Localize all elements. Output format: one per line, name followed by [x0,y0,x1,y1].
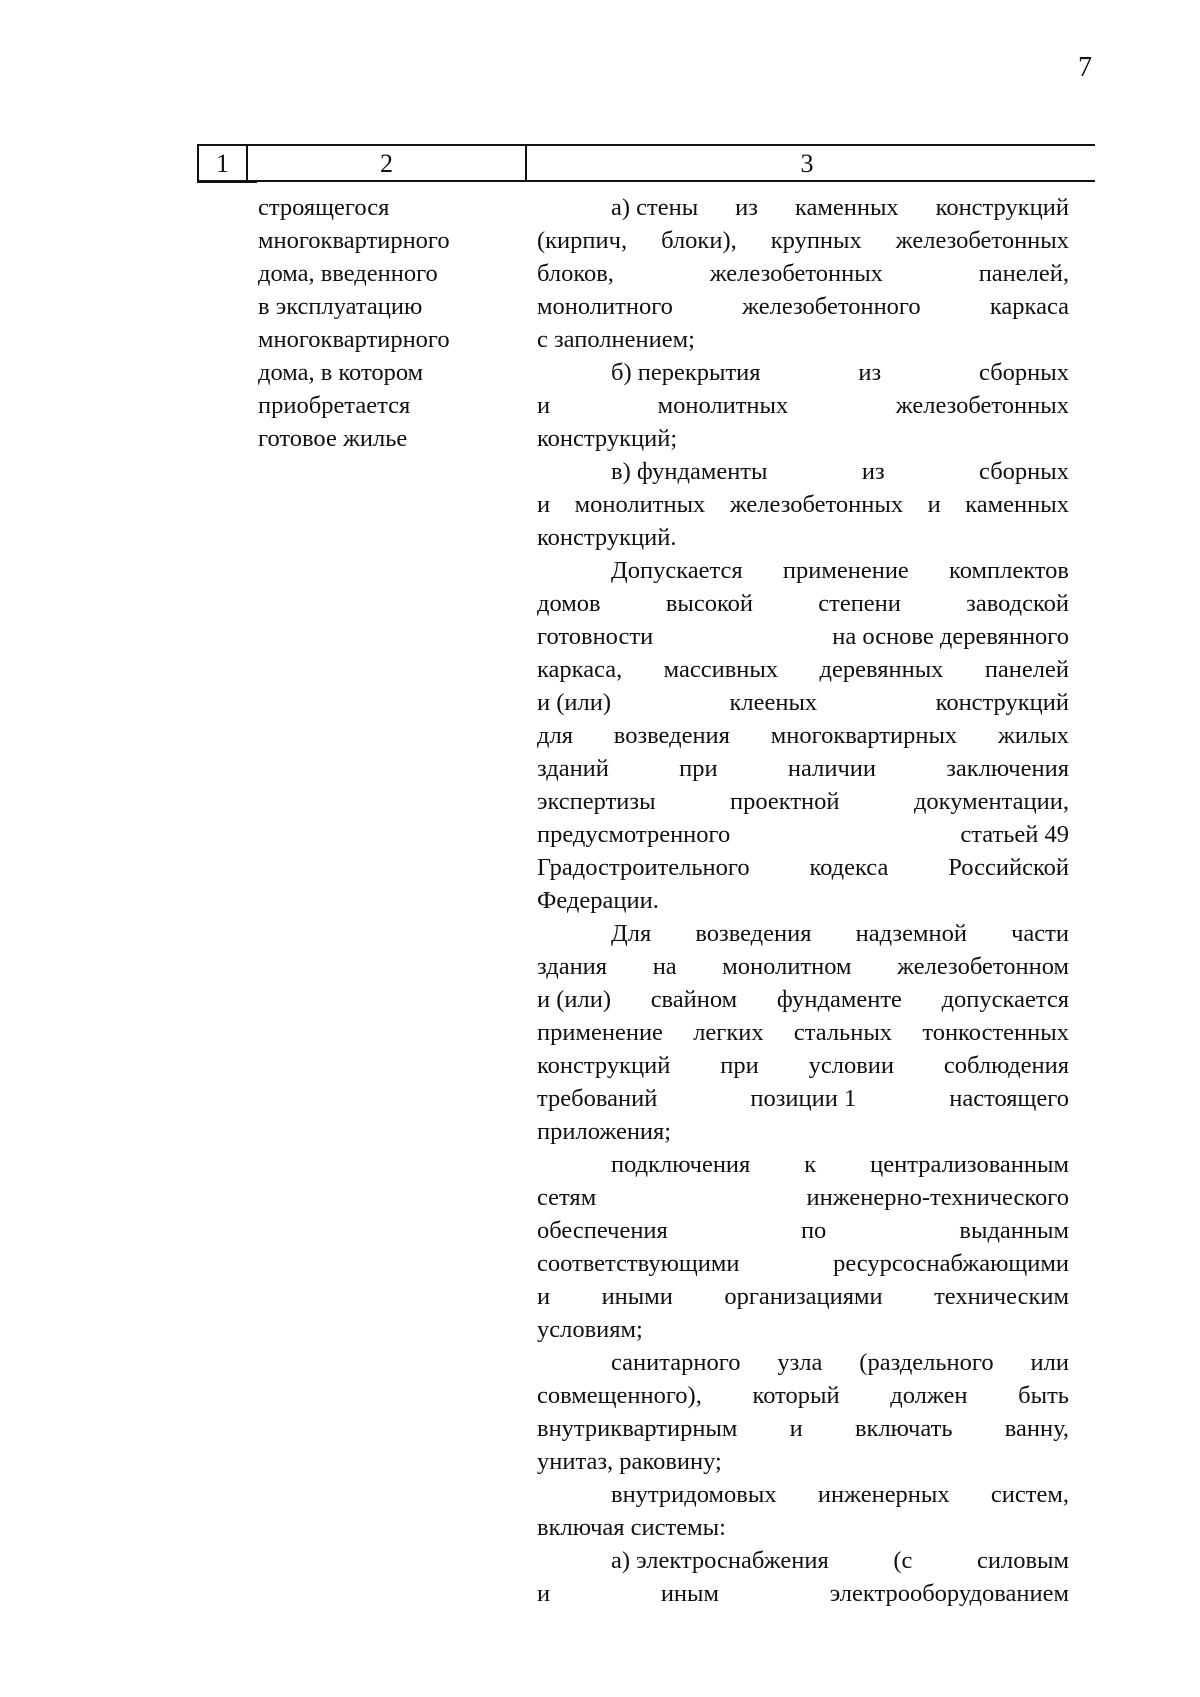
column-2-line: готовое жилье [258,425,408,452]
word: применение [782,557,909,584]
column-3-line [537,224,1069,257]
word: быть [1018,1382,1069,1409]
word: железобетонных [895,392,1069,419]
word: надземной [855,920,967,947]
column-3-paragraph [537,1148,1069,1346]
word: каменных [965,491,1069,518]
word: Федерации. [537,887,659,914]
word: части [1011,920,1069,947]
column-3-line [537,1049,1069,1082]
word: Для [611,920,652,947]
word: железобетонном [897,953,1069,980]
column-2-line: многоквартирного [258,227,450,254]
word: по [800,1217,827,1244]
column-3-paragraph [537,455,1069,554]
column-3-line [537,653,1069,686]
word: и (или) [537,986,612,1013]
word: документации, [913,788,1069,815]
word: при [720,1052,759,1079]
word: ванну, [1004,1415,1069,1442]
word: и [537,392,551,419]
word: из [858,359,882,386]
header-cell-2: 2 [380,149,393,178]
word: при [679,755,718,782]
column-3-paragraph [537,1478,1069,1544]
word: тонкостенных [922,1019,1069,1046]
word: конструкций. [537,524,677,551]
column-2-line: дома, введенного [258,260,438,287]
column-3-line [537,950,1069,983]
word: или [1030,1349,1069,1376]
word: панелей [984,656,1069,683]
column-3-line [537,323,1069,356]
column-3-line [537,257,1069,290]
word: заключения [946,755,1069,782]
word: монолитных [574,491,706,518]
word: каркаса [989,293,1069,320]
word: иным [660,1580,719,1607]
word: конструкций; [537,425,678,452]
word: из [735,194,758,221]
word: сборных [979,359,1069,386]
word: железобетонных [709,260,883,287]
column-3-line [537,1412,1069,1445]
word: каркаса, [537,656,623,683]
word: внутридомовых [611,1481,777,1508]
word: условиям; [537,1316,643,1343]
word: на основе деревянного [832,623,1069,650]
word: Допускается [611,557,743,584]
column-2-line: строящегося [258,194,390,221]
column-3-line [537,389,1069,422]
column-2-line: приобретается [258,392,411,419]
word: иными [601,1283,673,1310]
column-3-line [537,983,1069,1016]
word: монолитном [722,953,852,980]
column-2-text [258,191,498,455]
word: сетям [537,1184,597,1211]
column-3-paragraph [537,1544,1069,1610]
word: унитаз, раковину; [537,1448,722,1475]
column-3-line [537,884,1069,917]
column-3-line [537,455,1069,488]
column-3-line [537,1181,1069,1214]
word: ресурсоснабжающими [833,1250,1069,1277]
word: готовности [537,623,654,650]
word: б) перекрытия [611,359,761,386]
column-3-paragraph [537,356,1069,455]
word: из [861,458,885,485]
word: клееных [729,689,818,716]
word: монолитного [537,293,673,320]
word: и [537,1283,551,1310]
word: возведения [695,920,812,947]
word: требований [537,1085,658,1112]
word: блоки), [661,227,737,254]
word: (раздельного [859,1349,994,1376]
word: силовым [976,1547,1069,1574]
word: электрооборудованием [829,1580,1069,1607]
column-3-line [537,1148,1069,1181]
word: инженерно-технического [806,1184,1069,1211]
word: и (или) [537,689,612,716]
word: фундаменте [776,986,902,1013]
word: обеспечения [537,1217,668,1244]
word: организациями [724,1283,883,1310]
word: степени [818,590,901,617]
column-3-line [537,587,1069,620]
column-3-line [537,1280,1069,1313]
word: домов [537,590,601,617]
word: блоков, [537,260,614,287]
word: наличии [787,755,876,782]
column-3-line [537,752,1069,785]
column-3-line [537,191,1069,224]
column-3-line [537,1247,1069,1280]
word: железобетонного [742,293,921,320]
word: узла [777,1349,823,1376]
header-cell-1: 1 [216,149,229,178]
word: свайном [650,986,738,1013]
column-3-line [537,356,1069,389]
word: и [537,491,551,518]
word: железобетонных [729,491,904,518]
header-cell-3: 3 [800,149,814,178]
word: комплектов [949,557,1069,584]
word: настоящего [949,1085,1069,1112]
word: (с [893,1547,913,1574]
column-3-line [537,1544,1069,1577]
column-3-line [537,554,1069,587]
word: возведения [613,722,730,749]
word: систем, [990,1481,1069,1508]
word: конструкций [935,194,1069,221]
word: который [752,1382,840,1409]
word: панелей, [978,260,1069,287]
column-3-paragraph [537,191,1069,356]
word: к [804,1151,817,1178]
column-3-line [537,1577,1069,1610]
word: соблюдения [943,1052,1069,1079]
word: включая системы: [537,1514,726,1541]
word: соответствующими [537,1250,740,1277]
column-3-paragraph [537,1346,1069,1478]
word: проектной [729,788,840,815]
column-2-line: многоквартирного [258,326,450,353]
word: централизованным [870,1151,1069,1178]
column-3-line [537,1445,1069,1478]
word: Российской [948,854,1069,881]
word: (кирпич, [537,227,628,254]
column-3-line [537,1379,1069,1412]
column-3-line [537,851,1069,884]
word: конструкций [537,1052,671,1079]
column-3-line [537,719,1069,752]
word: стальных [793,1019,893,1046]
word: техническим [934,1283,1069,1310]
word: Градостроительного [537,854,750,881]
word: и [789,1415,803,1442]
word: и [927,491,941,518]
column-3-line [537,785,1069,818]
word: условии [808,1052,894,1079]
word: кодекса [809,854,889,881]
column-3-line [537,1478,1069,1511]
word: экспертизы [537,788,656,815]
word: в) фундаменты [611,458,768,485]
word: подключения [611,1151,751,1178]
word: а) электроснабжения [611,1547,829,1574]
column-2-line: дома, в котором [258,359,424,386]
column-3-line [537,818,1069,851]
word: монолитных [657,392,789,419]
column-3-paragraph [537,917,1069,1148]
column-3-line [537,1511,1069,1544]
word: здания [537,953,608,980]
word: на [652,953,677,980]
word: применение [537,1019,663,1046]
word: каменных [794,194,899,221]
word: легких [693,1019,764,1046]
word: сборных [979,458,1069,485]
word: а) стены [611,194,699,221]
column-3-line [537,686,1069,719]
word: внутриквартирным [537,1415,738,1442]
word: позиции 1 [750,1085,857,1112]
column-2-line: в эксплуатацию [258,293,423,320]
word: жилых [998,722,1069,749]
word: массивных [663,656,779,683]
column-3-text [537,191,1069,1610]
word: допускается [941,986,1069,1013]
word: приложения; [537,1118,672,1145]
column-3-line [537,1313,1069,1346]
column-3-line [537,488,1069,521]
column-3-line [537,917,1069,950]
word: железобетонных [895,227,1069,254]
word: деревянных [819,656,944,683]
word: и [537,1580,551,1607]
column-3-line [537,1346,1069,1379]
word: предусмотренного [537,821,731,848]
word: зданий [537,755,609,782]
column-3-line [537,1214,1069,1247]
word: должен [890,1382,968,1409]
column-3-line [537,1082,1069,1115]
word: конструкций [935,689,1069,716]
page-number: 7 [1078,52,1092,83]
word: крупных [770,227,862,254]
column-3-line [537,1016,1069,1049]
word: статьей 49 [960,821,1069,848]
word: высокой [665,590,753,617]
column-3-line [537,1115,1069,1148]
column-3-line [537,422,1069,455]
word: многоквартирных [770,722,958,749]
word: инженерных [817,1481,950,1508]
column-3-line [537,521,1069,554]
column-3-line [537,620,1069,653]
word: заводской [966,590,1069,617]
column-3-line [537,290,1069,323]
word: выданным [959,1217,1069,1244]
column-3-paragraph [537,554,1069,917]
word: включать [854,1415,953,1442]
word: санитарного [611,1349,741,1376]
word: для [537,722,573,749]
word: с заполнением; [537,326,695,353]
word: совмещенного), [537,1382,702,1409]
